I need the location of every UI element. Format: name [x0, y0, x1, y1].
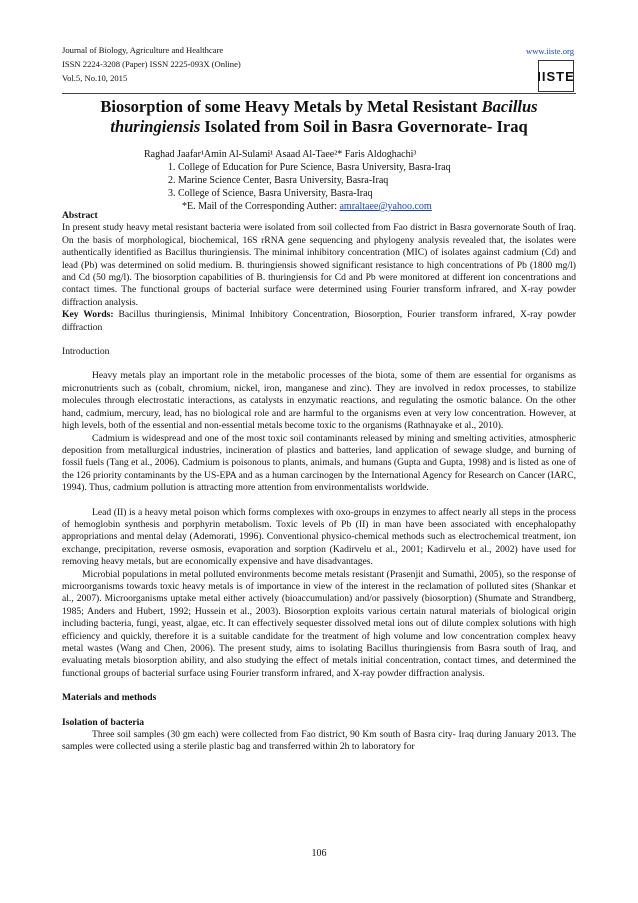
intro-paragraph-4: Microbial populations in metal polluted environments become metals resistant (Prasenjit and Sumathi, 2005), so the response of microorganisms towards toxic heavy metals is of importance in view of the interest in the reclamation of polluted sites (Shankar et al., 2007). Microorganisms uptake metal either actively (bioaccumulation) and/or passively (biosorption) (Shumate and Strandberg, 1985; Anders and Hubert, 1992; Hussein et al., 2003). Biosorption exploits various certain natural materials of biological origin including bacteria, fungi, yeast, algae, etc. It can effectively sequester dissolved metal ions out of dilute complex solutions with high efficiency and quickly, therefore it is a suitable candidate for the treatment of high volume and low concentration complex heavy metal wastes (Wang and Chen, 2006). The present study, aims to isolating Bacillus thuringiensis from Basra south of Iraq, and evaluating metals biosorption ability, and also studying the effect of metals initial concentration, contact times, and determined the functional groups of bacterial surface using Fourier transform infrared, and X-ray powder diffraction analysis. [62, 568, 576, 679]
affiliation-2: 2. Marine Science Center, Basra University, Basra-Iraq [168, 175, 389, 186]
methods-heading: Materials and methods [62, 692, 157, 704]
paper-body [62, 210, 576, 754]
methods-paragraph-1: Three soil samples (30 gm each) were collected from Fao district, 90 Km south of Basra city- Iraq during January 2013. The samples were collected using a sterile plastic bag and transferred within 2h to laboratory for [62, 729, 576, 753]
intro-paragraph-3: Lead (II) is a heavy metal poison which forms complexes with oxo-groups in enzymes to affect nearly all steps in the process of hemoglobin synthesis and porphyrin metabolism. Toxic levels of Pb (II) in man have been associated with encephalopathy appropriations and mental delay (Ademorati, 1996). Conventional physico-chemical methods such as electrochemical treatment, ion exchange, precipitation, reverse osmosis, evaporation and sorption (Kadirvelu et al., 2001; Kadirvelu et al., 2002) have used for removing heavy metals, but are economically expensive and have disadvantages. [62, 506, 576, 568]
journal-url-link[interactable]: www.iiste.org [526, 46, 574, 56]
introduction-heading: Introduction [62, 346, 110, 358]
page-number: 106 [311, 848, 327, 859]
intro-paragraph-2: Cadmium is widespread and one of the most toxic soil contaminants released by mining and smelting activities, atmospheric deposition from metallurgical industries, incineration of plastics and batteries, land application of sewage sludge, and burning of fossil fuels (Tang et al., 2006). Cadmium is poisonous to plants, animals, and humans (Gupta and Gupta, 1998) and is listed as one of the 126 priority contaminants by the US-EPA and as a human carcinogen by the International Agency for Research on Cancer (IARC, 1994). Thus, cadmium pollution is attracting more attention from environmentalists worldwide. [62, 432, 576, 494]
abstract-heading: Abstract [62, 210, 98, 221]
methods-subheading: Isolation of bacteria [62, 716, 145, 728]
iiste-logo [538, 60, 574, 92]
title-part2: Isolated from Soil in Basra Governorate- Iraq [200, 117, 528, 136]
keywords-text: Bacillus thuringiensis, Minimal Inhibitory Concentration, Biosorption, Fourier transform infrared, X-ray powder diffraction [62, 309, 576, 333]
keywords-label: Key Words: [62, 309, 114, 321]
intro-paragraph-1: Heavy metals play an important role in the metabolic processes of the biota, some of them are essential for organisms as micronutrients such as (cobalt, chromium, nickel, iron, manganese and zinc). They are involved in redox processes, to stabilize molecules through electrostatic interactions, as catalysts in enzymatic reactions, and regulating the osmotic balance. On the other hand, cadmium, mercury, lead, has no biological role and are harmful to the organisms even at very low concentration. However, at high levels, both of the essential and non-essential metals become toxic to the organisms (Rathnayake et al., 2010). [62, 370, 576, 432]
logo-text: IISTE [537, 68, 575, 84]
author-block [62, 148, 576, 213]
volume-line: Vol.5, No.10, 2015 [62, 73, 128, 83]
affiliation-1: 1. College of Education for Pure Science, Basra University, Basra-Iraq [168, 162, 451, 173]
paper-title [62, 97, 576, 137]
issn-line: ISSN 2224-3208 (Paper) ISSN 2225-093X (Online) [62, 59, 241, 69]
title-species: Bacillus thuringiensis [110, 97, 538, 136]
abstract-text: In present study heavy metal resistant bacteria were isolated from soil collected from Fao district in Basra governorate South of Iraq. On the basis of morphological, biochemical, 16S rRNA gene sequencing and phylogeny analysis revealed that, the isolates were authentically identified as Bacillus thuringiensis. The minimal inhibitory concentration (MIC) of isolates against cadmium (Cd) and lead (Pb) was determined on solid medium. B. thuringiensis showed significant resistance to high concentrations of Pb (1800 mg/l) and Cd (50 mg/l). The biosorption capabilities of B. thuringiensis for Cd and Pb were monitored at different ion concentrations and contact times. The functional groups of bacterial surface were determined using Fourier transform infrared, and X-ray powder diffraction analysis. [62, 222, 576, 308]
author-names: Raghad Jaafar¹Amin Al-Sulami¹ Asaad Al-Taee²* Faris Aldoghachi³ [144, 149, 417, 160]
title-part1: Biosorption of some Heavy Metals by Metal Resistant [100, 97, 482, 116]
email-link[interactable]: amraltaee@yahoo.com [339, 201, 432, 212]
keywords [62, 309, 576, 334]
journal-name: Journal of Biology, Agriculture and Healthcare [62, 45, 224, 55]
header-divider [62, 93, 576, 94]
affiliation-3: 3. College of Science, Basra University, Basra-Iraq [168, 188, 373, 199]
email-label: *E. Mail of the Corresponding Auther: [182, 201, 340, 212]
